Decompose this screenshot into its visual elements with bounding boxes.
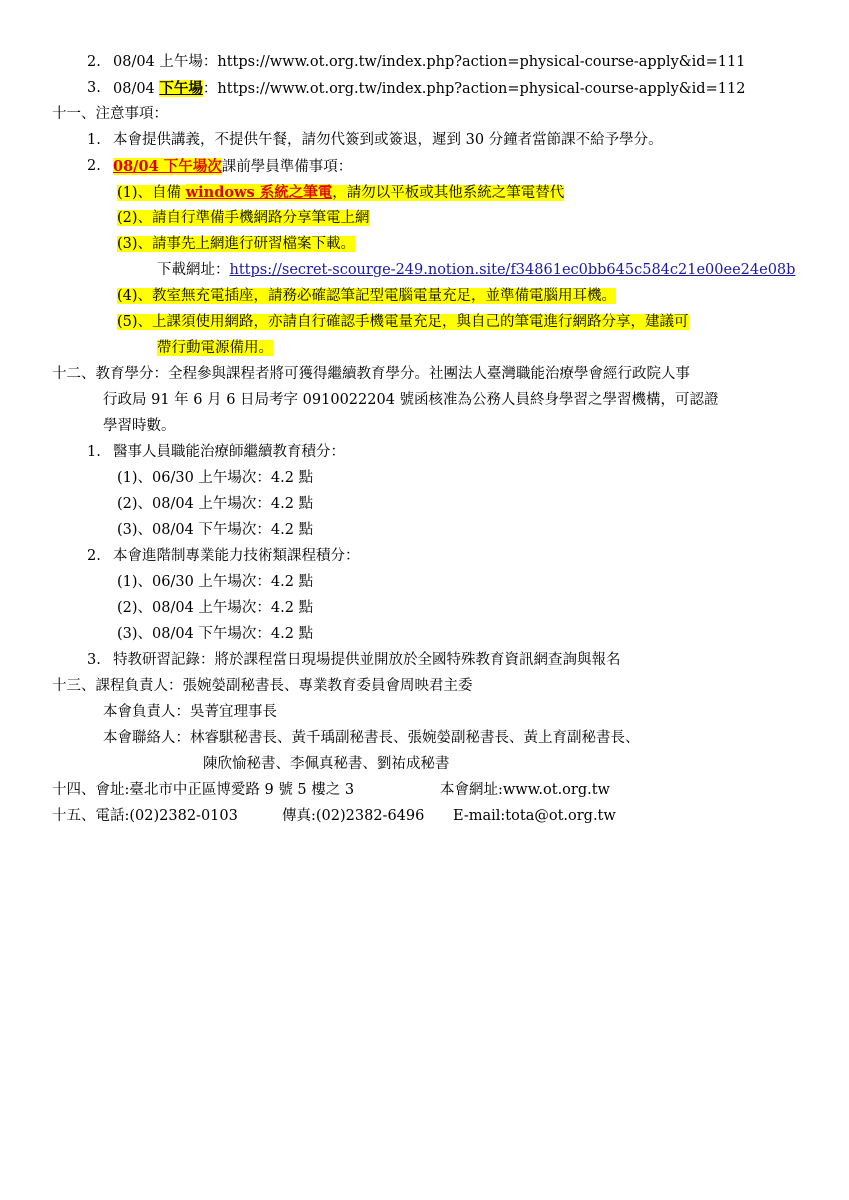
s10-item2-num: 2. (87, 54, 101, 70)
s15-email: E-mail:tota@ot.org.tw (453, 808, 616, 824)
s11-prep-3-text: (3)、請事先上網進行研習檔案下載。 (117, 236, 356, 252)
s10-item3-post: ：https://www.ot.org.tw/index.php?action=physical-course-apply&id=112 (202, 81, 746, 97)
s14-website: 本會網址:www.ot.org.tw (440, 782, 610, 798)
s10-item3-num: 3. (87, 80, 101, 96)
s11-prep-5a-text: (5)、上課須使用網路，亦請自行確認手機電量充足，與自己的筆電進行網路分享，建議可 (117, 314, 689, 330)
s11-download (157, 260, 795, 281)
s11-download-label: 下載網址： (157, 262, 230, 278)
s11-item2-text: 課前學員準備事項： (221, 159, 353, 175)
s12-item2-num: 2. (87, 548, 101, 564)
s13-heading: 十三、課程負責人：張婉嫈副秘書長、專業教育委員會周映君主委 (52, 678, 473, 694)
s11-item2-line (113, 156, 352, 177)
s12-item3-text: 特教研習記錄：將於課程當日現場提供並開放於全國特殊教育資訊網查詢與報名 (113, 652, 621, 668)
s13-responsible: 本會負責人：吳菁宜理事長 (103, 704, 277, 720)
s11-item1-num: 1. (87, 132, 101, 148)
s11-prep-5b (157, 338, 273, 359)
s12-item2-sub-3: (3)、08/04 下午場次：4.2 點 (117, 626, 314, 642)
s11-heading: 十一、注意事項： (52, 106, 168, 122)
s12-item1-text: 醫事人員職能治療師繼續教育積分： (113, 444, 345, 460)
s11-prep-1-pre: (1)、自備 (117, 185, 186, 201)
s12-cont2: 學習時數。 (103, 418, 176, 434)
s12-item2-sub-1: (1)、06/30 上午場次：4.2 點 (117, 574, 314, 590)
s11-prep-1-post: ，請勿以平板或其他系統之筆電替代 (332, 185, 565, 201)
s12-cont1: 行政局 91 年 6 月 6 日局考字 0910022204 號函核准為公務人員終身學習之學習機構，可認證 (103, 392, 719, 408)
s10-item3-line (113, 78, 745, 99)
s11-item2-red: 08/04 下午場次 (113, 158, 222, 175)
s10-item3-pre: 08/04 (113, 81, 160, 97)
s13-contact-2: 陳欣愉秘書、李佩真秘書、劉祐成秘書 (203, 756, 450, 772)
download-link[interactable]: https://secret-scourge-249.notion.site/f34861ec0bb645c584c21e00ee24e08b (229, 262, 796, 278)
s15-fax: 傳真:(02)2382-6496 (282, 808, 425, 824)
s11-item2-num: 2. (87, 158, 101, 174)
s11-prep-1 (117, 182, 564, 203)
s12-item1-sub-2: (2)、08/04 上午場次：4.2 點 (117, 496, 314, 512)
s11-prep-5b-text: 帶行動電源備用。 (157, 340, 273, 356)
s11-prep-4-text: (4)、教室無充電插座，請務必確認筆記型電腦電量充足，並準備電腦用耳機。 (117, 288, 617, 304)
s11-item1-text: 本會提供講義，不提供午餐，請勿代簽到或簽退，遲到 30 分鐘者當節課不給予學分。 (113, 132, 663, 148)
s15-phone: 十五、電話:(02)2382-0103 (52, 808, 238, 824)
s11-prep-3 (117, 234, 355, 255)
s12-item1-sub-1: (1)、06/30 上午場次：4.2 點 (117, 470, 314, 486)
s11-prep-4 (117, 286, 616, 307)
s12-item1-num: 1. (87, 444, 101, 460)
s12-item2-text: 本會進階制專業能力技術類課程積分： (113, 548, 360, 564)
s11-prep-2-text: (2)、請自行準備手機網路分享筆電上網 (117, 210, 370, 226)
s11-prep-1-red: windows 系統之筆電 (185, 184, 333, 201)
s11-prep-5a (117, 312, 689, 333)
s14-address: 十四、會址:臺北市中正區博愛路 9 號 5 樓之 3 (52, 782, 355, 798)
s13-contact-1: 本會聯絡人：林睿騏秘書長、黃千瑀副秘書長、張婉嫈副秘書長、黃上育副秘書長、 (103, 730, 640, 746)
s10-item3-highlight: 下午場 (159, 80, 203, 97)
s12-item2-sub-2: (2)、08/04 上午場次：4.2 點 (117, 600, 314, 616)
s10-item2-text: 08/04 上午場：https://www.ot.org.tw/index.php?action=physical-course-apply&id=111 (113, 54, 746, 70)
s12-item1-sub-3: (3)、08/04 下午場次：4.2 點 (117, 522, 314, 538)
s12-heading: 十二、教育學分：全程參與課程者將可獲得繼續教育學分。社團法人臺灣職能治療學會經行政院人事 (52, 366, 690, 382)
s11-prep-2 (117, 208, 370, 229)
s12-item3-num: 3. (87, 652, 101, 668)
